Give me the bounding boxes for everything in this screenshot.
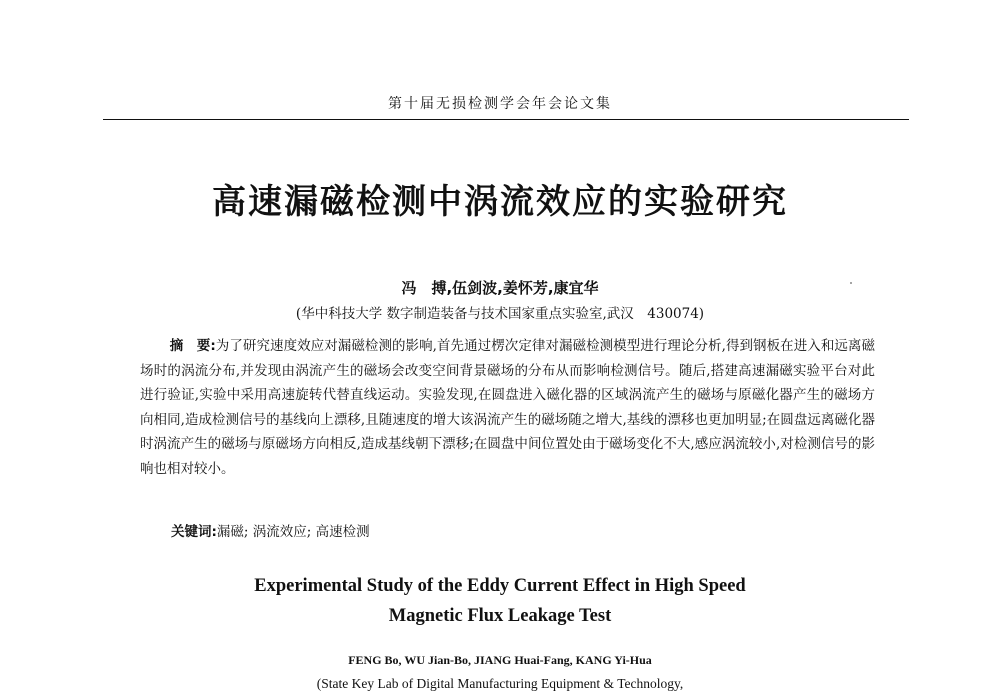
- abstract-text: 为了研究速度效应对漏磁检测的影响,首先通过楞次定律对漏磁检测模型进行理论分析,得到钢板在进入和远离磁场时的涡流分布,并发现由涡流产生的磁场会改变空间背景磁场的分布从而影响检测信号。随后,搭建高速漏磁实验平台对此进行验证,实验中采用高速旋转代替直线运动。实验发现,在圆盘进入磁化器的区域涡流产生的磁场与原磁化器产生的磁场方向相同,造成检测信号的基线向上漂移,且随速度的增大该涡流产生的磁场随之增大,基线的漂移也更加明显;在圆盘远离磁化器时涡流产生的磁场与原磁场方向相反,造成基线朝下漂移;在圆盘中间位置处由于磁场变化不大,感应涡流较小,对检测信号的影响也相对较小。: [140, 338, 875, 477]
- abstract: [140, 334, 875, 482]
- header-rule: [103, 119, 909, 120]
- authors-en: FENG Bo, WU Jian-Bo, JIANG Huai-Fang, KANG Yi-Hua: [348, 653, 652, 667]
- affiliation-cn: (华中科技大学 数字制造装备与技术国家重点实验室,武汉 430074): [295, 306, 705, 322]
- running-header: 第十届无损检测学会年会论文集: [388, 96, 612, 112]
- affiliation-en: (State Key Lab of Digital Manufacturing Equipment & Technology,: [316, 676, 684, 691]
- paper-title-en-line1: Experimental Study of the Eddy Current Effect in High Speed: [254, 576, 746, 596]
- paper-title-en: [0, 571, 1000, 631]
- paper-title-en-line2: Magnetic Flux Leakage Test: [388, 606, 612, 626]
- keywords-label: 关键词:: [171, 524, 217, 540]
- keywords-text: 漏磁; 涡流效应; 高速检测: [216, 524, 370, 540]
- keywords: [171, 520, 370, 544]
- paper-title-cn: 高速漏磁检测中涡流效应的实验研究: [212, 182, 788, 222]
- abstract-label: 摘 要:: [169, 338, 216, 354]
- authors-cn: 冯 搏,伍剑波,姜怀芳,康宜华: [401, 279, 599, 297]
